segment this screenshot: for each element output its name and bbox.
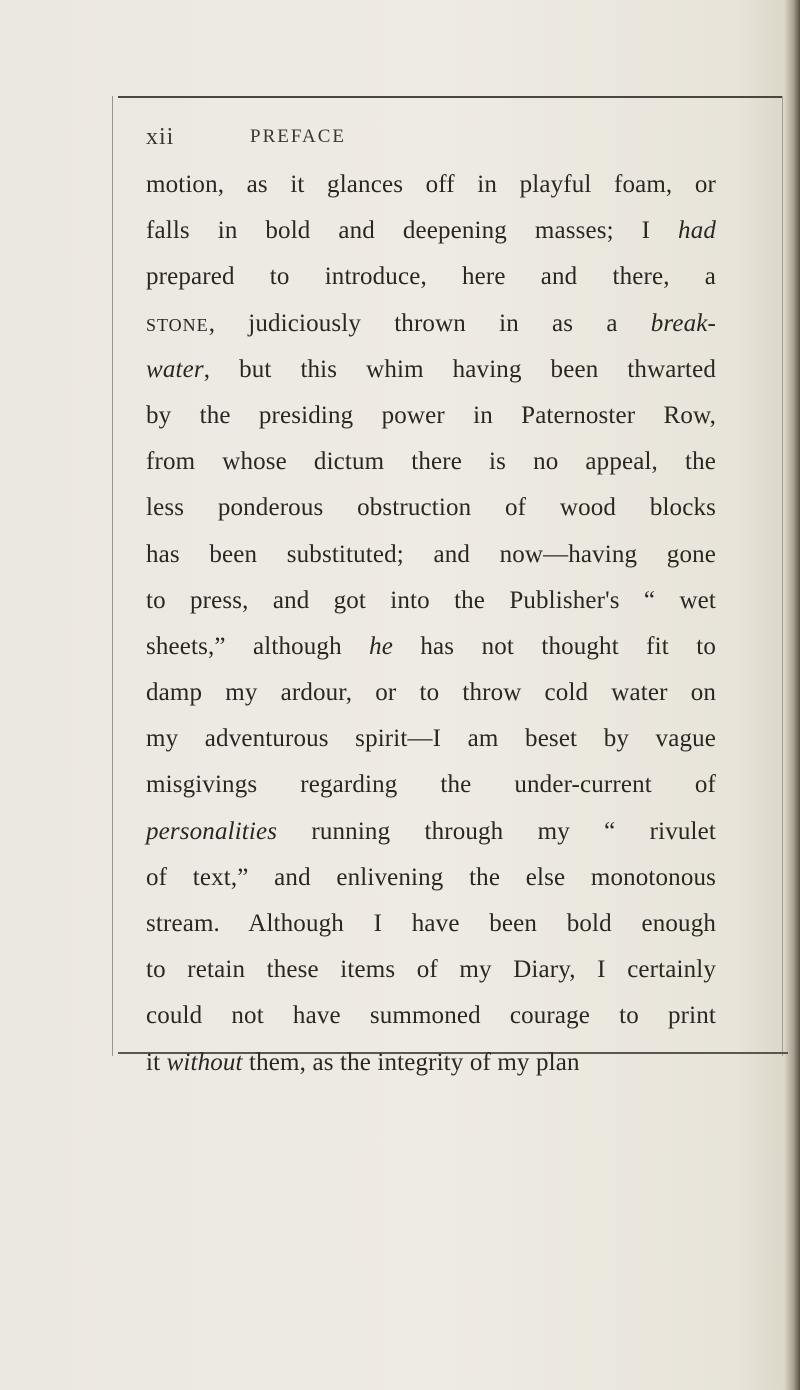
right-rule bbox=[782, 96, 783, 1056]
text-segment: to retain these items of my Diary, I certainly bbox=[146, 956, 716, 984]
text-segment: sheets,” although bbox=[146, 632, 370, 660]
running-title: PREFACE bbox=[250, 126, 347, 147]
text-segment: damp my ardour, or to throw cold water on bbox=[146, 679, 716, 707]
text-segment: it bbox=[146, 1048, 167, 1076]
text-segment: stream. Although I have been bold enough bbox=[146, 910, 716, 937]
text-segment: from whose dictum there is no appeal, the bbox=[146, 448, 716, 476]
italic-text: personalities bbox=[146, 817, 278, 845]
text-line bbox=[146, 347, 716, 393]
text-segment: motion, as it glances off in playful foam, or bbox=[146, 171, 716, 198]
text-line bbox=[146, 393, 716, 439]
text-segment: falls in bold and deepening masses; I bbox=[146, 217, 679, 245]
italic-text: water bbox=[146, 355, 204, 383]
text-line bbox=[146, 901, 716, 947]
text-line bbox=[146, 532, 716, 578]
text-line bbox=[146, 254, 716, 300]
text-segment: could not have summoned courage to print bbox=[146, 1002, 716, 1030]
text-line bbox=[146, 670, 716, 716]
text-segment: , but this whim having been thwarted bbox=[203, 355, 716, 383]
text-segment: has not thought fit to bbox=[393, 632, 716, 660]
text-line bbox=[146, 162, 716, 208]
left-rule bbox=[112, 96, 113, 1056]
text-line bbox=[146, 439, 716, 485]
page-number: xii bbox=[146, 124, 175, 150]
text-segment: less ponderous obstruction of wood blocks bbox=[146, 494, 716, 522]
text-segment: has been substituted; and now—having gone bbox=[146, 540, 716, 568]
body-text bbox=[146, 162, 716, 1086]
text-line bbox=[146, 993, 716, 1039]
running-head bbox=[146, 124, 676, 156]
text-line bbox=[146, 208, 716, 254]
text-line bbox=[146, 301, 716, 347]
text-line bbox=[146, 624, 716, 670]
text-line bbox=[146, 1040, 716, 1086]
text-segment: misgivings regarding the under-current of bbox=[146, 771, 716, 799]
text-line bbox=[146, 485, 716, 531]
text-line bbox=[146, 809, 716, 855]
text-segment: of text,” and enlivening the else monotonous bbox=[146, 863, 716, 891]
text-segment: , judiciously thrown in as a bbox=[208, 309, 651, 337]
top-rule bbox=[118, 96, 782, 98]
text-segment: prepared to introduce, here and there, a bbox=[146, 263, 716, 291]
italic-text: without bbox=[166, 1048, 243, 1076]
italic-text: break- bbox=[650, 309, 716, 337]
text-line bbox=[146, 578, 716, 624]
text-line bbox=[146, 855, 716, 901]
page-edge-shadow bbox=[784, 0, 800, 1390]
text-line bbox=[146, 762, 716, 808]
italic-text: had bbox=[678, 217, 716, 245]
text-segment: by the presiding power in Paternoster Row, bbox=[146, 401, 716, 429]
text-line bbox=[146, 716, 716, 762]
text-segment: my adventurous spirit—I am beset by vague bbox=[146, 725, 716, 753]
text-segment: them, as the integrity of my plan bbox=[242, 1048, 580, 1076]
text-segment: running through my “ rivulet bbox=[277, 817, 716, 845]
italic-text: he bbox=[369, 632, 394, 660]
text-line bbox=[146, 947, 716, 993]
small-caps-text: stone bbox=[146, 309, 209, 337]
text-segment: to press, and got into the Publisher's “ wet bbox=[146, 586, 716, 614]
